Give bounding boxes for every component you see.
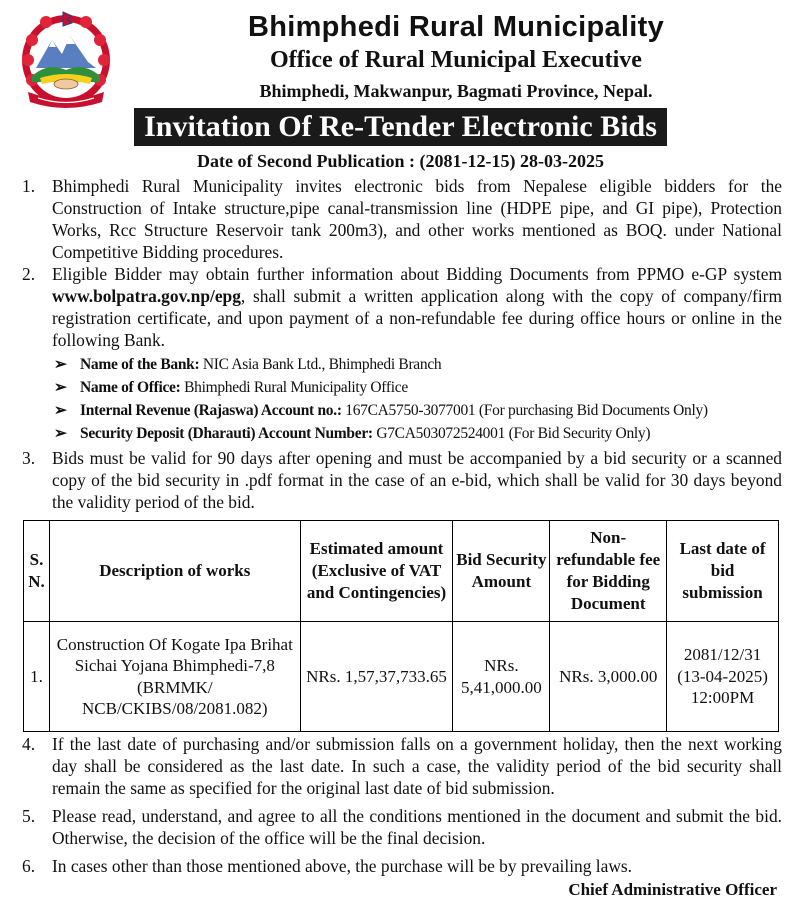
municipality-title: Bhimphedi Rural Municipality <box>247 11 665 43</box>
col-header-last-date: Last date of bid submission <box>667 521 779 622</box>
nepal-government-emblem-icon <box>18 10 114 112</box>
signature: Chief Administrative Officer <box>568 880 777 899</box>
cell-sn: 1. <box>24 622 50 732</box>
office-title: Office of Rural Municipal Executive <box>270 47 642 73</box>
cell-description: Construction Of Kogate Ipa Brihat Sichai Yojana Bhimphedi-7,8 (BRMMK/ NCB/CKIBS/08/2081.082) <box>49 622 300 732</box>
point-text: Bhimphedi Rural Municipality invites electronic bids from Nepalese eligible bidders for the Construction of Intake structure,pipe canal-transmission line (HDPE pipe, and GI pipe), Protection Works, Rcc Structure Reservoir tank 200m3), and other works mentioned as BOQ. under National Competitive Bidding procedures. <box>52 176 782 262</box>
point-text: In cases other than those mentioned above, the purchase will be by prevailing laws. <box>52 856 632 876</box>
cell-last-date: 2081/12/31 (13-04-2025) 12:00PM <box>667 622 779 732</box>
bank-detail-value: NIC Asia Bank Ltd., Bhimphedi Branch <box>199 356 442 373</box>
notice-banner: Invitation Of Re-Tender Electronic Bids <box>134 108 667 146</box>
point-text: If the last date of purchasing and/or submission falls on a government holiday, then the next working day shall be considered as the last date. In such a case, the validity period of the bid security shall remain the same as specified for the original last date of bid submission. <box>52 734 782 798</box>
col-header-estimated-amount: Estimated amount (Exclusive of VAT and Contingencies) <box>300 521 453 622</box>
arrow-bullet-icon: ➢ <box>54 425 67 442</box>
point-text: Please read, understand, and agree to all the conditions mentioned in the document and submit the bid. Otherwise, the decision of the office will be the final decision. <box>52 806 782 848</box>
point-1 <box>22 175 782 263</box>
point-text-part: , shall submit a written application along with the copy of company/firm registration certificate, and upon payment of a non-refundable fee during office hours or online in the following Bank. <box>52 286 782 350</box>
bank-detail-value: G7CA503072524001 (For Bid Security Only) <box>372 425 651 442</box>
point-text <box>52 263 782 351</box>
bank-detail-revenue-account <box>54 400 794 421</box>
address-line: Bhimphedi, Makwanpur, Bagmati Province, Nepal. <box>259 81 653 101</box>
bank-detail-label: Internal Revenue (Rajaswa) Account no.: <box>80 402 342 419</box>
table-header-row <box>24 521 779 622</box>
point-number: 6. <box>22 856 36 876</box>
bank-detail-value: Bhimphedi Rural Municipality Office <box>180 379 408 396</box>
point-text: Bids must be valid for 90 days after opening and must be accompanied by a bid security or a scanned copy of the bid security in .pdf format in the case of an e-bid, which shall be valid for 30 days beyond the validity period of the bid. <box>52 448 782 512</box>
bolpatra-link[interactable]: www.bolpatra.gov.np/epg <box>52 286 241 306</box>
arrow-bullet-icon: ➢ <box>54 356 67 373</box>
bank-detail-security-account <box>54 423 794 444</box>
bank-detail-name <box>54 354 794 375</box>
point-number: 5. <box>22 806 36 826</box>
cell-bid-security: NRs. 5,41,000.00 <box>453 622 550 732</box>
point-number: 4. <box>22 734 36 754</box>
table-row <box>24 622 779 732</box>
col-header-document-fee: Non-refundable fee for Bidding Document <box>550 521 667 622</box>
bank-detail-office <box>54 377 794 398</box>
publication-date: Date of Second Publication : (2081-12-15) 28-03-2025 <box>197 151 604 171</box>
bank-detail-value: 167CA5750-3077001 (For purchasing Bid Documents Only) <box>341 402 708 419</box>
point-number: 3. <box>22 448 36 468</box>
cell-document-fee: NRs. 3,000.00 <box>550 622 667 732</box>
col-header-bid-security: Bid Security Amount <box>453 521 550 622</box>
banner-wrapper <box>0 108 801 146</box>
col-header-description: Description of works <box>49 521 300 622</box>
point-number: 1. <box>22 176 36 196</box>
point-6 <box>22 855 782 877</box>
cell-estimated-amount: NRs. 1,57,37,733.65 <box>300 622 453 732</box>
bank-detail-label: Name of the Bank: <box>80 356 200 373</box>
point-2 <box>22 263 782 351</box>
arrow-bullet-icon: ➢ <box>54 402 67 419</box>
col-header-sn: S. N. <box>24 521 50 622</box>
bank-detail-label: Name of Office: <box>80 379 181 396</box>
bid-table <box>23 520 779 732</box>
point-text-part: Eligible Bidder may obtain further information about Bidding Documents from PPMO e-GP system <box>52 264 782 284</box>
point-3 <box>22 447 782 513</box>
point-5 <box>22 805 782 849</box>
bank-detail-label: Security Deposit (Dharauti) Account Number: <box>80 425 373 442</box>
point-number: 2. <box>22 264 36 284</box>
arrow-bullet-icon: ➢ <box>54 379 67 396</box>
point-4 <box>22 733 782 799</box>
